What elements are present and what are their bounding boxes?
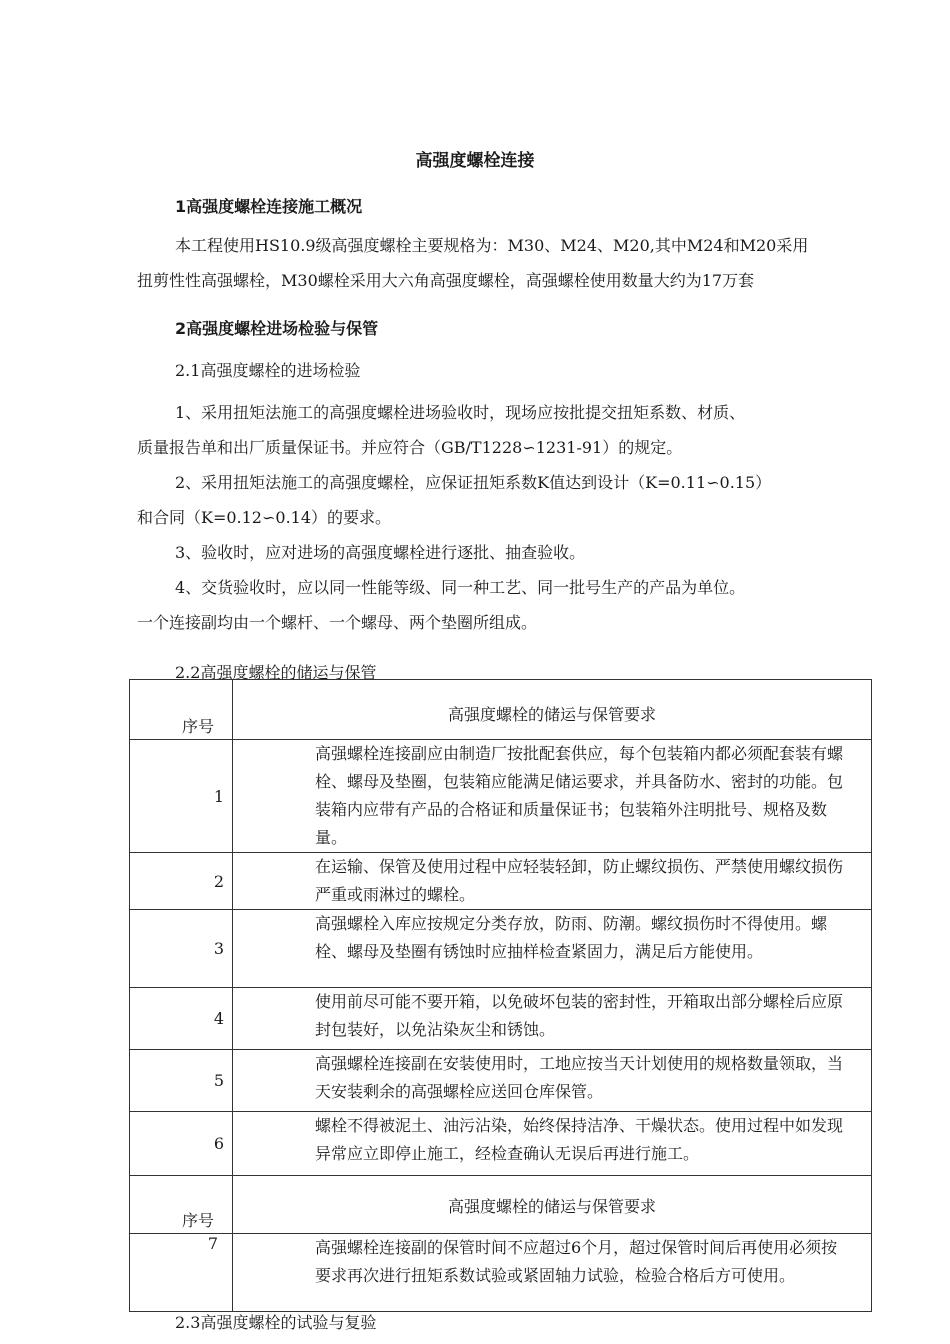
row-requirement-cell [233,1112,872,1176]
table-row [130,1234,872,1312]
item-4-line-2: 一个连接副均由一个螺杆、一个螺母、两个垫圈所组成。 [137,613,538,632]
row-number: 6 [130,1112,233,1176]
row-number: 5 [130,1050,233,1112]
header-requirements: 高强度螺栓的储运与保管要求 [233,1176,872,1234]
row-number: 4 [130,988,233,1050]
row-requirement: 使用前尽可能不要开箱，以免破坏包装的密封性，开箱取出部分螺栓后应原封包装好，以免沾染灰尘和锈蚀。 [233,988,872,1050]
item-2-line-2: 和合同（K=0.12∽0.14）的要求。 [137,508,392,527]
row-requirement: 螺栓不得被泥土、油污沾染，始终保持洁净、干燥状态。使用过程中如发现异常应立即停止施工，经检查确认无误后再进行施工。 [315,1116,844,1163]
table-row [130,740,872,853]
section-1-heading: 1高强度螺栓连接施工概况 [175,197,363,216]
item-1-line-2: 质量报告单和出厂质量保证书。并应符合（GB/T1228∽1231-91）的规定。 [137,438,683,457]
row-number: 3 [130,910,233,988]
section-2-heading: 2高强度螺栓进场检验与保管 [175,319,379,338]
section-1-text-line-1: 本工程使用HS10.9级高强度螺栓主要规格为：M30、M24、M20,其中M24和M20采用 [175,236,809,255]
row-requirement: 高强螺栓连接副的保管时间不应超过6个月，超过保管时间后再使用必须按要求再次进行扭矩系数试验或紧固轴力试验，检验合格后方可使用。 [233,1234,872,1312]
subsection-2-2-heading: 2.2高强度螺栓的储运与保管 [175,663,377,682]
row-requirement: 高强螺栓入库应按规定分类存放，防雨、防潮。螺纹损伤时不得使用。螺栓、螺母及垫圈有锈蚀时应抽样检查紧固力，满足后方能使用。 [233,910,872,988]
row-requirement: 高强螺栓连接副在安装使用时，工地应按当天计划使用的规格数量领取，当天安装剩余的高强螺栓应送回仓库保管。 [233,1050,872,1112]
header-serial-number: 序号 [130,1176,233,1234]
header-serial-number: 序号 [130,680,233,740]
storage-requirements-table [129,679,872,1312]
section-1-text-line-2: 扭剪性性高强螺栓，M30螺栓采用大六角高强度螺栓，高强螺栓使用数量大约为17万套 [137,271,755,290]
table-header-row-repeat [130,1176,872,1234]
row-number: 2 [130,853,233,910]
table-header-row [130,680,872,740]
item-4-line-1: 4、交货验收时，应以同一性能等级、同一种工艺、同一批号生产的产品为单位。 [175,578,746,597]
table-row [130,910,872,988]
table-row [130,1112,872,1176]
row-requirement: 在运输、保管及使用过程中应轻装轻卸，防止螺纹损伤、严禁使用螺纹损伤严重或雨淋过的螺栓。 [233,853,872,910]
table-row [130,1050,872,1112]
item-2-line-1: 2、采用扭矩法施工的高强度螺栓，应保证扭矩系数K值达到设计（K=0.11∽0.15） [175,473,772,492]
subsection-2-1-heading: 2.1高强度螺栓的进场检验 [175,361,361,380]
item-3-line-1: 3、验收时，应对进场的高强度螺栓进行逐批、抽查验收。 [175,543,586,562]
header-requirements: 高强度螺栓的储运与保管要求 [233,680,872,740]
table-row [130,988,872,1050]
table-row [130,853,872,910]
subsection-2-3-heading: 2.3高强度螺栓的试验与复验 [175,1313,377,1332]
document-title: 高强度螺栓连接 [415,151,535,171]
row-number: 7 [130,1234,233,1312]
row-number: 1 [130,740,233,853]
row-requirement: 高强螺栓连接副应由制造厂按批配套供应，每个包装箱内都必须配套装有螺栓、螺母及垫圈，包装箱应能满足储运要求，并具备防水、密封的功能。包装箱内应带有产品的合格证和质量保证书；包装箱外注明批号、规格及数量。 [233,740,872,853]
item-1-line-1: 1、采用扭矩法施工的高强度螺栓进场验收时，现场应按批提交扭矩系数、材质、 [175,403,746,422]
